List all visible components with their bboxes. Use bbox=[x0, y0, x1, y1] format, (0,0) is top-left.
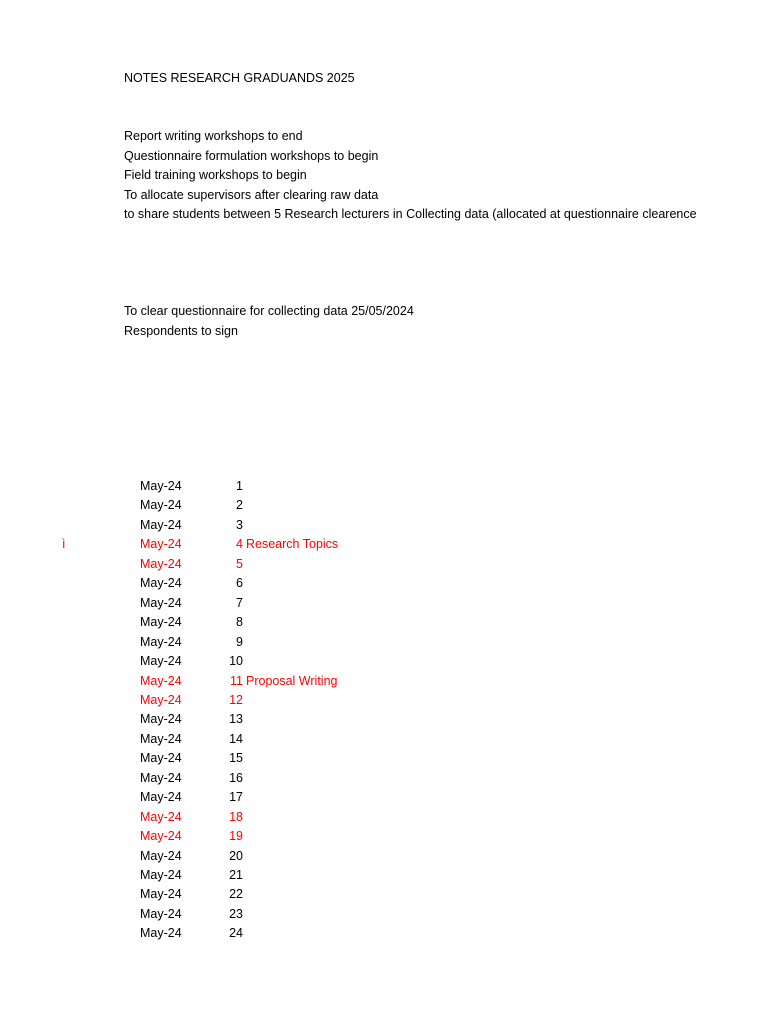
note-cell: Proposal Writing bbox=[246, 673, 338, 688]
number-cell: 15 bbox=[229, 751, 243, 766]
date-cell: May-24 bbox=[140, 731, 182, 746]
date-cell: May-24 bbox=[140, 848, 182, 863]
table-row bbox=[0, 574, 768, 594]
number-cell: 6 bbox=[236, 576, 243, 591]
number-cell: 22 bbox=[229, 887, 243, 902]
date-cell: May-24 bbox=[140, 615, 182, 630]
number-cell: 1 bbox=[236, 479, 243, 493]
date-cell: May-24 bbox=[140, 809, 182, 824]
number-cell: 21 bbox=[229, 868, 243, 882]
date-cell: May-24 bbox=[140, 790, 182, 805]
number-cell: 8 bbox=[236, 615, 243, 630]
number-cell: 24 bbox=[229, 926, 243, 941]
table-row bbox=[0, 613, 768, 633]
number-cell: 4 bbox=[236, 537, 243, 552]
date-cell: May-24 bbox=[140, 868, 182, 882]
date-cell: May-24 bbox=[140, 751, 182, 766]
table-row bbox=[0, 788, 768, 808]
table-row bbox=[0, 477, 768, 497]
table-row bbox=[0, 516, 768, 536]
number-cell: 10 bbox=[229, 654, 243, 669]
date-cell: May-24 bbox=[140, 770, 182, 785]
date-cell: May-24 bbox=[140, 926, 182, 941]
date-cell: May-24 bbox=[140, 576, 182, 591]
table-row bbox=[0, 924, 768, 944]
number-cell: 13 bbox=[229, 712, 243, 727]
table-row bbox=[0, 769, 768, 789]
date-cell: May-24 bbox=[140, 692, 182, 707]
number-cell: 3 bbox=[236, 517, 243, 532]
number-cell: 2 bbox=[236, 498, 243, 513]
date-cell: May-24 bbox=[140, 498, 182, 513]
table-row bbox=[0, 594, 768, 614]
date-cell: May-24 bbox=[140, 634, 182, 649]
date-cell: May-24 bbox=[140, 556, 182, 571]
number-cell: 20 bbox=[229, 848, 243, 863]
table-row bbox=[0, 827, 768, 847]
table-row bbox=[0, 866, 768, 886]
date-cell: May-24 bbox=[140, 537, 182, 552]
date-cell: May-24 bbox=[140, 654, 182, 669]
number-cell: 19 bbox=[229, 829, 243, 844]
number-cell: 11 bbox=[230, 673, 243, 688]
table-row bbox=[0, 555, 768, 575]
table-row bbox=[0, 633, 768, 653]
number-cell: 14 bbox=[229, 731, 243, 746]
table-row bbox=[0, 847, 768, 867]
document-title: NOTES RESEARCH GRADUANDS 2025 bbox=[124, 71, 355, 85]
date-cell: May-24 bbox=[140, 712, 182, 727]
table-row bbox=[0, 730, 768, 750]
note-cell: Research Topics bbox=[246, 537, 339, 552]
table-row bbox=[0, 710, 768, 730]
table-row bbox=[0, 691, 768, 711]
note-line: Respondents to sign bbox=[124, 323, 238, 338]
note-line: To clear questionnaire for collecting data 25/05/2024 bbox=[124, 304, 414, 318]
cell-marker: ì bbox=[62, 537, 66, 551]
date-cell: May-24 bbox=[140, 887, 182, 902]
number-cell: 12 bbox=[229, 692, 243, 707]
date-cell: May-24 bbox=[140, 479, 182, 493]
number-cell: 18 bbox=[229, 809, 243, 824]
number-cell: 16 bbox=[229, 770, 243, 785]
number-cell: 23 bbox=[229, 906, 243, 921]
number-cell: 7 bbox=[236, 595, 243, 610]
note-line: To allocate supervisors after clearing raw data bbox=[124, 187, 379, 202]
date-cell: May-24 bbox=[140, 906, 182, 921]
table-row bbox=[0, 652, 768, 672]
table-row bbox=[0, 749, 768, 769]
table-row bbox=[0, 535, 768, 555]
table-row bbox=[0, 905, 768, 925]
table-row bbox=[0, 496, 768, 516]
date-cell: May-24 bbox=[140, 829, 182, 844]
date-cell: May-24 bbox=[140, 517, 182, 532]
note-line: to share students between 5 Research lecturers in Collecting data (allocated at questionnaire clearence bbox=[124, 207, 697, 221]
date-cell: May-24 bbox=[140, 595, 182, 610]
number-cell: 5 bbox=[236, 556, 243, 571]
date-cell: May-24 bbox=[140, 673, 182, 688]
note-line: Report writing workshops to end bbox=[124, 129, 303, 143]
table-row bbox=[0, 672, 768, 692]
number-cell: 9 bbox=[236, 634, 243, 649]
table-row bbox=[0, 808, 768, 828]
note-line: Questionnaire formulation workshops to begin bbox=[124, 148, 379, 163]
note-line: Field training workshops to begin bbox=[124, 168, 307, 182]
number-cell: 17 bbox=[229, 790, 243, 805]
table-row bbox=[0, 885, 768, 905]
